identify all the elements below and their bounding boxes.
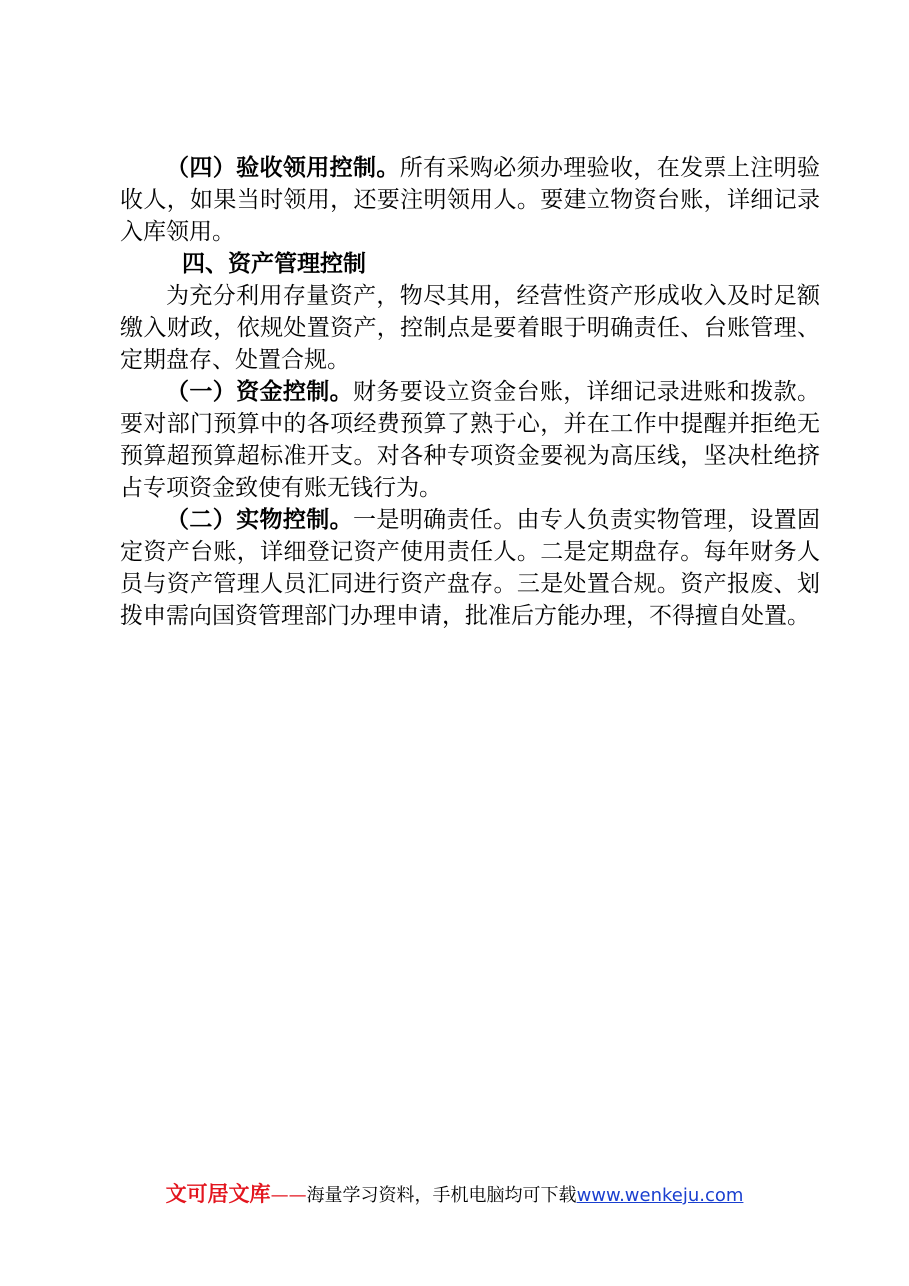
footer-banner — [0, 1181, 909, 1209]
paragraph-text: 一是明确责任。由专人负责实物管理，设置固定资产台账，详细登记资产使用责任人。二是定期盘存。每年财务人员与资产管理人员汇同进行资产盘存。三是处置合规。资产报废、划拨申需向国资管理部门办理申请，批准后方能办理，不得擅自处置。 — [120, 507, 821, 629]
document-body — [120, 152, 820, 632]
paragraph-text: 所有采购必须办理验收，在发票上注明验收人，如果当时领用，还要注明领用人。要建立物资台账，详细记录入库领用。 — [120, 155, 821, 245]
paragraph-acceptance-control — [120, 152, 820, 248]
footer-url-link[interactable]: www.wenkeju.com — [576, 1185, 744, 1206]
paragraph-lead: （一）资金控制。 — [166, 378, 353, 405]
paragraph-asset-control — [120, 504, 820, 632]
paragraph-lead: （二）实物控制。 — [166, 506, 353, 533]
footer-slogan: 海量学习资料，手机电脑均可下载 — [306, 1185, 577, 1206]
section-intro-paragraph: 为充分利用存量资产，物尽其用，经营性资产形成收入及时足额缴入财政，依规处置资产，控制点是要着眼于明确责任、台账管理、定期盘存、处置合规。 — [120, 283, 820, 373]
paragraph-fund-control — [120, 376, 820, 504]
paragraph-text: 财务要设立资金台账，详细记录进账和拨款。要对部门预算中的各项经费预算了熟于心，并在工作中提醒并拒绝无预算超预算超标准开支。对各种专项资金要视为高压线，坚决杜绝挤占专项资金致使有账无钱行为。 — [120, 379, 821, 501]
footer-brand-name: 文可居文库 — [165, 1182, 271, 1206]
section-heading: 四、资产管理控制 — [182, 251, 366, 277]
footer-dash: —— — [270, 1185, 307, 1206]
paragraph-lead: （四）验收领用控制。 — [166, 154, 400, 181]
